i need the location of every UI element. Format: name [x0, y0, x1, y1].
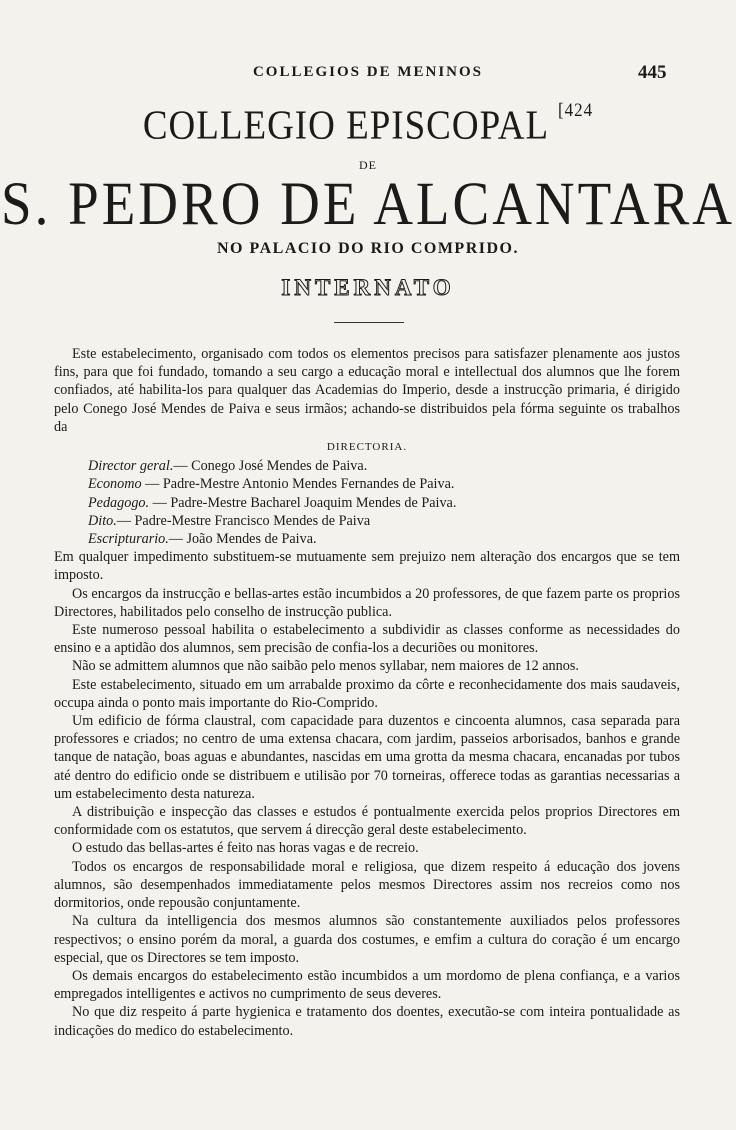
- staff-separator: —: [152, 494, 167, 511]
- subtitle: NO PALACIO DO RIO COMPRIDO.: [217, 240, 519, 257]
- staff-entry: [54, 512, 680, 530]
- staff-name: Conego José Mendes de Paiva.: [191, 458, 368, 475]
- title-reference: [424: [557, 99, 594, 121]
- staff-separator: —: [116, 512, 131, 529]
- staff-role: Dito.: [88, 512, 117, 529]
- body-paragraph: Todos os encargos de responsabilidade moral e religiosa, que dizem respeito á educação dos jovens alumnos, são desempenhados immediatamente pelos mesmos Directores assim nos recreios como nos dormitorios, onde repousão conjuntamente.: [54, 858, 680, 912]
- staff-role: Pedagogo.: [88, 494, 150, 511]
- body-paragraph: Este numeroso pessoal habilita o estabelecimento a subdividir as classes conforme as necessidades do ensino e a aptidão dos alumnos, sem precisão de confia-los a decuriões ou monitores.: [54, 622, 680, 657]
- staff-name: Padre-Mestre Bacharel Joaquim Mendes de Paiva.: [170, 494, 457, 511]
- staff-separator: —: [173, 458, 188, 475]
- title-line-2: S. PEDRO DE ALCANTARA: [1, 169, 735, 238]
- body-paragraph: Em qualquer impedimento substituem-se mutuamente sem prejuizo nem alteração dos encargos que se tem imposto.: [54, 549, 680, 584]
- staff-separator: —: [145, 476, 160, 493]
- body-paragraph: Este estabelecimento, situado em um arrabalde proximo da côrte e reconhecidamente dos mais saudaveis, occupa ainda o ponto mais importante do Rio-Comprido.: [54, 676, 680, 711]
- body-paragraph: Um edificio de fórma claustral, com capacidade para duzentos e cincoenta alumnos, casa separada para professores e criados; no centro de uma extensa chacara, com jardim, passeios arborisados, banhos e grande tanque de natação, boas aguas e abundantes, nascidas em uma grotta da mesma chacara, encanadas por tubos até dentro do edificio onde se distribuem e utilisão por 70 torneiras, offerece todas as garantias necessarias a um estabelecimento desta natureza.: [54, 713, 680, 802]
- body-paragraph: No que diz respeito á parte hygienica e tratamento dos doentes, executão-se com inteira pontualidade as indicações do medico do estabelecimento.: [54, 1004, 680, 1039]
- body-paragraph: A distribuição e inspecção das classes e estudos é pontualmente exercida pelos proprios Directores em conformidade com os estatutos, que servem á direcção geral deste estabelecimento.: [54, 804, 680, 839]
- title-main: COLLEGIO EPISCOPAL: [142, 102, 548, 149]
- directoria-heading: DIRECTORIA.: [326, 441, 408, 454]
- staff-name: Padre-Mestre Antonio Mendes Fernandes de Paiva.: [162, 476, 455, 493]
- staff-role: Director geral.: [88, 458, 174, 475]
- body-paragraph: Na cultura da intelligencia dos mesmos alumnos são constantemente auxiliados pelos professores respectivos; o ensino porém da moral, a guarda dos costumes, e emfim a cultura do coração é um encargo especial, que os Directores se tem imposto.: [54, 913, 680, 966]
- staff-role: Escripturario.: [88, 531, 169, 548]
- body-paragraph: Não se admittem alumnos que não saibão pelo menos syllabar, nem maiores de 12 annos.: [72, 658, 579, 675]
- body-paragraph: Os encargos da instrucção e bellas-artes estão incumbidos a 20 professores, de que fazem parte os proprios Directores, habilitados pelo conselho de instrucção publica.: [54, 585, 680, 620]
- body-paragraph: Os demais encargos do estabelecimento estão incumbidos a um mordomo de plena confiança, e a varios empregados intelligentes e activos no cumprimento de seus deveres.: [54, 967, 680, 1003]
- staff-entry: [54, 494, 680, 512]
- body-text: [54, 345, 680, 1040]
- staff-role: Economo: [88, 476, 142, 493]
- staff-entry: [54, 457, 680, 475]
- staff-entry: [54, 530, 680, 548]
- title-line-1: [0, 101, 736, 149]
- divider-rule: [334, 322, 404, 323]
- staff-separator: —: [168, 531, 183, 548]
- intro-paragraph: Este estabelecimento, organisado com todos os elementos precisos para satisfazer plenamente aos justos fins, para que foi fundado, tomando a seu cargo a educação moral e intellectual dos alumnos que lhe forem confiados, até habilita-los para qualquer das Academias do Imperio, desde a instrucção primaria, é dirigido pelo Conego José Mendes de Paiva e seus irmãos; achando-se distribuidos pela fórma seguinte os trabalhos da: [54, 346, 680, 435]
- section-title: INTERNATO: [281, 275, 455, 300]
- staff-entry: [54, 475, 680, 493]
- page-number: 445: [638, 62, 667, 83]
- staff-name: Padre-Mestre Francisco Mendes de Paiva: [134, 512, 371, 529]
- title-connector: DE: [359, 158, 377, 172]
- staff-name: João Mendes de Paiva.: [186, 531, 317, 548]
- body-paragraph: O estudo das bellas-artes é feito nas horas vagas e de recreio.: [72, 840, 419, 857]
- running-head: COLLEGIOS DE MENINOS: [252, 64, 484, 80]
